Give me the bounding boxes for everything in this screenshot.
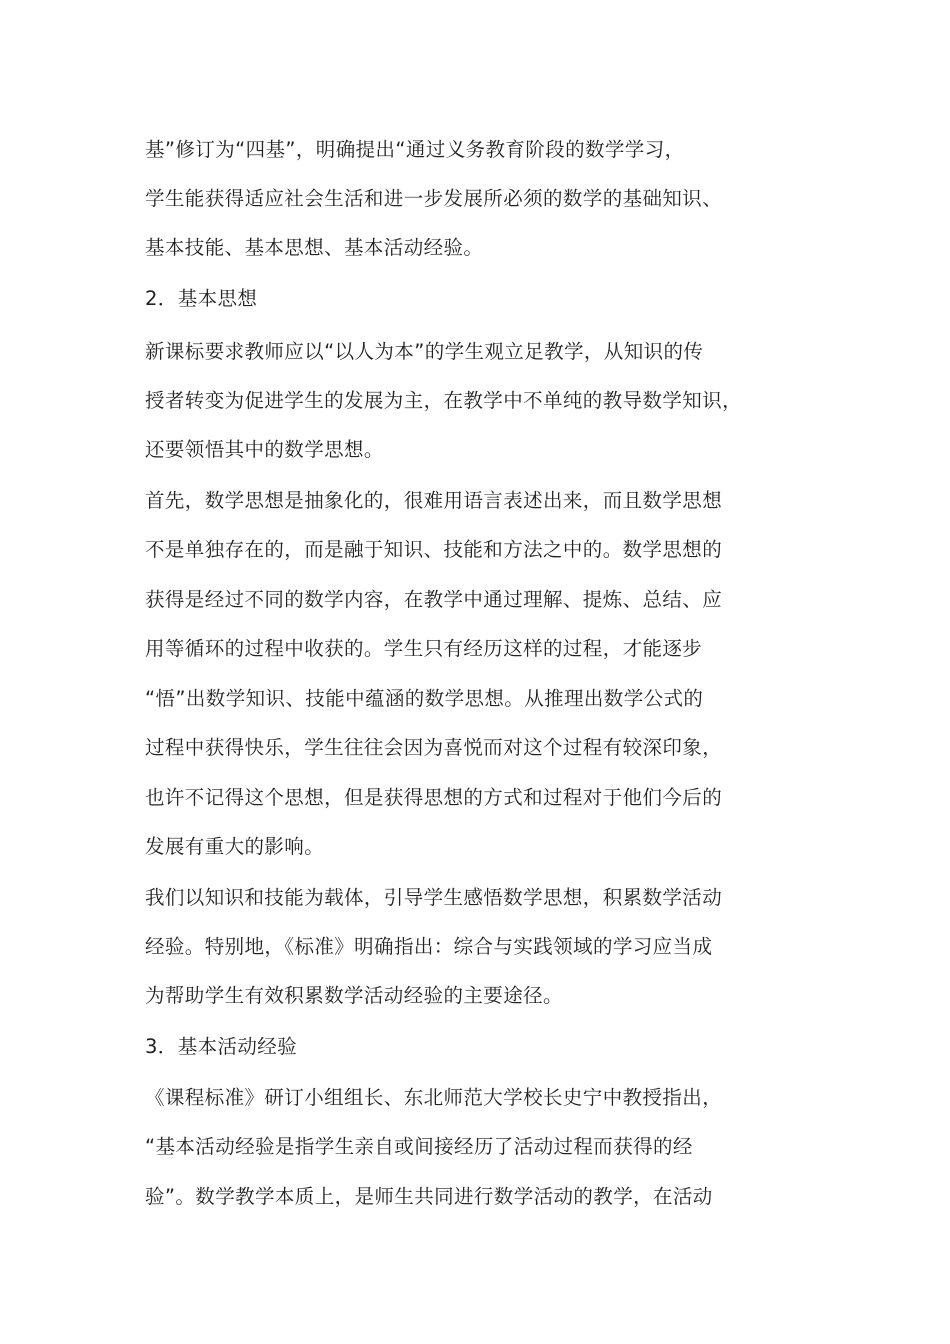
text-line: 基”修订为“四基”，明确提出“通过义务教育阶段的数学学习，	[145, 138, 685, 161]
text-line: 我们以知识和技能为载体，引导学生感悟数学思想，积累数学活动	[145, 886, 723, 909]
text-line: 过程中获得快乐，学生往往会因为喜悦而对这个过程有较深印象，	[145, 736, 723, 759]
text-line: 为帮助学生有效积累数学活动经验的主要途径。	[145, 984, 563, 1007]
text-line: “悟”出数学知识、技能中蕴涵的数学思想。从推理出数学公式的	[145, 687, 704, 710]
text-line: 不是单独存在的，而是融于知识、技能和方法之中的。数学思想的	[145, 538, 723, 561]
text-line: 《课程标准》研订小组组长、东北师范大学校长史宁中教授指出，	[145, 1086, 723, 1109]
text-line: 授者转变为促进学生的发展为主，在教学中不单纯的教导数学知识，	[145, 389, 743, 412]
section-heading: 3．基本活动经验	[145, 1035, 298, 1058]
section-heading: 2．基本思想	[145, 287, 258, 310]
text-line: “基本活动经验是指学生亲自或间接经历了活动过程而获得的经	[145, 1135, 693, 1158]
text-line: 发展有重大的影响。	[145, 835, 325, 858]
text-line: 用等循环的过程中收获的。学生只有经历这样的过程，才能逐步	[145, 637, 703, 660]
text-line: 还要领悟其中的数学思想。	[145, 438, 384, 461]
text-line: 也许不记得这个思想，但是获得思想的方式和过程对于他们今后的	[145, 786, 723, 809]
text-line: 首先，数学思想是抽象化的，很难用语言表述出来，而且数学思想	[145, 489, 723, 512]
text-line: 基本技能、基本思想、基本活动经验。	[145, 236, 484, 259]
text-line: 经验。特别地，《标准》明确指出：综合与实践领域的学习应当成	[145, 935, 713, 958]
text-line: 获得是经过不同的数学内容，在教学中通过理解、提炼、总结、应	[145, 588, 723, 611]
text-line: 学生能获得适应社会生活和进一步发展所必须的数学的基础知识、	[145, 187, 723, 210]
text-line: 新课标要求教师应以“以人为本”的学生观立足教学，从知识的传	[145, 340, 704, 363]
text-line: 验”。数学教学本质上，是师生共同进行数学活动的教学，在活动	[145, 1185, 713, 1208]
